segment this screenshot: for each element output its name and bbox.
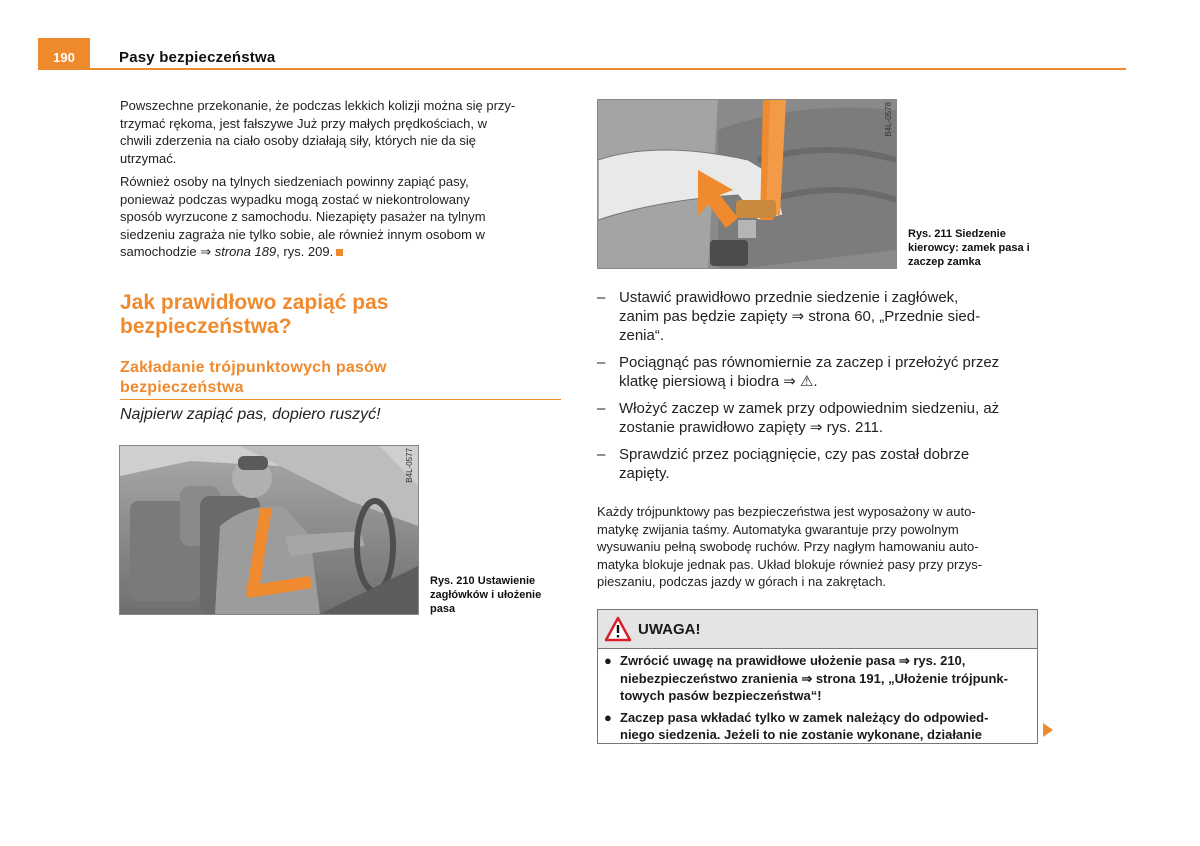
warning-header [598,610,1037,649]
intro-text: Najpierw zapiąć pas, dopiero ruszyć! [120,406,381,423]
step-item: – Sprawdzić przez pociągnięcie, czy pas został dobrze zapięty. [597,446,970,482]
warning-item: ● Zwrócić uwagę na prawidłowe ułożenie pasa ⇒ rys. 210, niebezpieczeństwo zranienia ⇒ strona 191, „Ułożenie trójpunk- towych pasów bezpieczeństwa“! [604,653,1008,703]
step-item: – Ustawić prawidłowo przednie siedzenie i zagłówek, zanim pas będzie zapięty ⇒ strona 60, „Przednie sied- zenia“. [597,289,981,344]
figure-211-image [597,99,897,269]
header-divider [38,68,1126,70]
warning-item: ● Zaczep pasa wkładać tylko w zamek należący do odpowied- niego siedzenia. Jeżeli to nie zostanie wykonane, działanie [604,709,989,742]
section-end-marker [336,249,343,256]
step-item: – Pociągnąć pas równomiernie za zaczep i przełożyć przez klatkę piersiową i biodra ⇒ ⚠. [597,354,1000,390]
subsection-heading: Zakładanie trójpunktowych pasów bezpieczeństwa [120,359,387,396]
warning-triangle-icon [604,616,632,642]
figure-210-image [119,445,419,615]
continue-arrow-icon [1043,723,1053,737]
seatbelt-buckle-illustration [598,100,896,268]
page-reference: strona 189 [214,244,277,259]
section-heading: Jak prawidłowo zapiąć pas bezpieczeństwa? [120,291,389,338]
figure-211-caption: Rys. 211 Siedzenie kierowcy: zamek pasa i zaczep zamka [908,228,1030,268]
warning-title: UWAGA! [638,620,701,638]
figure-code: B4L-0578 [884,102,893,137]
subsection-rule [120,399,561,400]
page-number: 190 [38,38,90,69]
figure-code: B4L-0577 [405,448,414,483]
paragraph-2: Również osoby na tylnych siedzeniach powinny zapiąć pasy, ponieważ podczas wypadku mogą zostać w niekontrolowany sposób wyrzucone z samochodu. Niezapięty pasażer na tylnym siedzeniu zagraża nie tylko sobie, ale również innym osobom w samochodzie ⇒ strona 189, rys. 209. [120,174,486,259]
belt-retractor-paragraph: Każdy trójpunktowy pas bezpieczeństwa jest wyposażony w auto- matykę zwijania taśmy. Automatyka gwarantuje przy powolnym wysuwaniu pełną swobodę ruchów. Przy nagłym hamowaniu auto- matyka blokuje jednak pas. Układ blokuje również pasy przy przys- pieszaniu, podczas jazdy w górach i na zakrętach. [597,504,983,589]
warning-box [597,609,1038,744]
driver-seatbelt-illustration [120,446,418,614]
steps-list [597,288,1047,483]
step-item: – Włożyć zaczep w zamek przy odpowiednim siedzeniu, aż zostanie prawidłowo zapięty ⇒ rys. 211. [597,400,1000,436]
chapter-title: Pasy bezpieczeństwa [119,49,276,66]
paragraph-1: Powszechne przekonanie, że podczas lekkich kolizji można się przy- trzymać rękoma, jest fałszywe Już przy małych prędkościach, w chwili zderzenia na ciało osoby działają siły, których nie da się utrzymać. [120,98,516,166]
figure-210-caption: Rys. 210 Ustawienie zagłówków i ułożenie pasa [430,575,542,615]
